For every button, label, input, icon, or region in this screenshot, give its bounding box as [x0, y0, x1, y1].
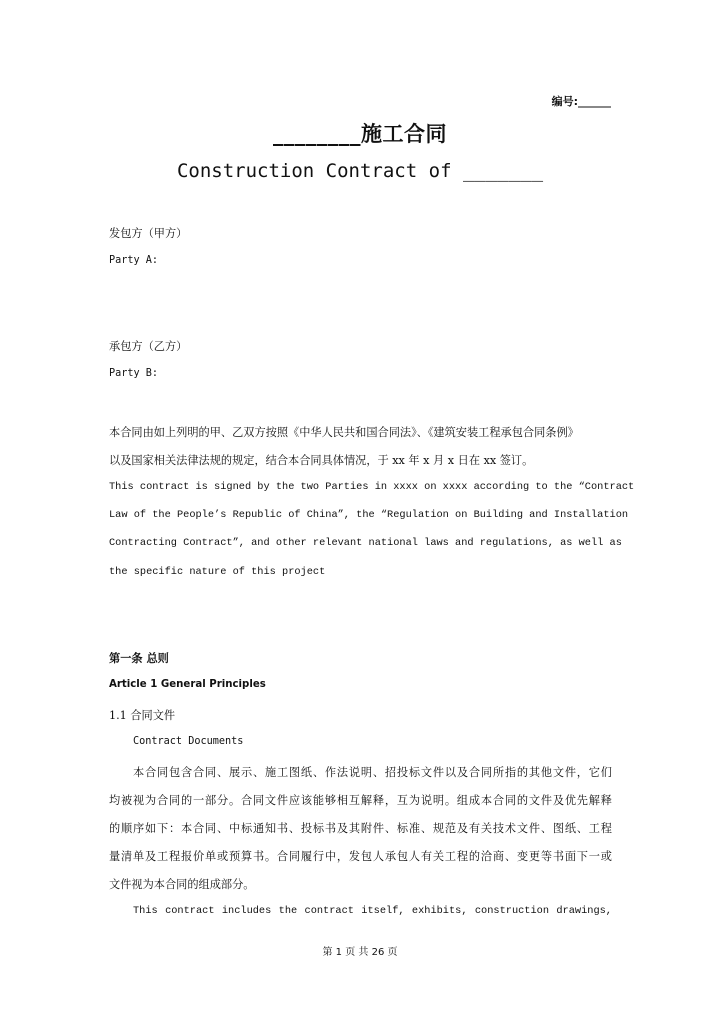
title-chinese: ________施工合同 — [273, 122, 447, 146]
article-1-heading-cn: 第一条 总则 — [109, 652, 169, 665]
preamble-en-line: This contract is signed by the two Parties in xxxx on xxxx according to the “Contract — [109, 481, 635, 493]
contract-number: 编号:______ — [551, 95, 611, 108]
preamble-en-line: the specific nature of this project — [109, 566, 326, 578]
preamble-en-line: Contracting Contract”, and other relevant national laws and regulations, as well as — [109, 537, 622, 549]
section-1-1-title-en: Contract Documents — [133, 736, 244, 747]
article-paragraph-cn-line: 本合同包含合同、展示、施工图纸、作法说明、招投标文件以及合同所指的其他文件，它们 — [133, 766, 612, 779]
article-paragraph-cn-line: 文件视为本合同的组成部分。 — [109, 878, 255, 891]
article-paragraph-cn-line: 量清单及工程报价单或预算书。合同履行中，发包人承包人有关工程的洽商、变更等书面下一或 — [109, 850, 612, 863]
section-1-1-title-cn: 1.1 合同文件 — [109, 709, 176, 722]
article-paragraph-cn-line: 均被视为合同的一部分。合同文件应该能够相互解释，互为说明。组成本合同的文件及优先解释 — [109, 794, 612, 807]
party-a-label-en: Party A: — [109, 255, 159, 266]
party-b-label-en: Party B: — [109, 368, 159, 379]
article-paragraph-en-line: This contract includes the contract itself, exhibits, construction drawings, — [133, 905, 612, 917]
preamble-cn-line: 以及国家相关法律法规的规定，结合本合同具体情况，于 xx 年 x 月 x 日在 xx 签订。 — [109, 454, 534, 467]
party-a-label-cn: 发包方（甲方） — [109, 227, 188, 240]
article-1-heading-en: Article 1 General Principles — [109, 679, 266, 690]
article-paragraph-cn-line: 的顺序如下：本合同、中标通知书、投标书及其附件、标准、规范及有关技术文件、图纸、工程 — [109, 822, 612, 835]
preamble-en-line: Law of the People’s Republic of China”, the “Regulation on Building and Installation — [109, 509, 629, 521]
preamble-cn-line: 本合同由如上列明的甲、乙双方按照《中华人民共和国合同法》、《建筑安装工程承包合同条例》 — [109, 426, 579, 439]
party-b-label-cn: 承包方（乙方） — [109, 340, 188, 353]
title-english: Construction Contract of _______ — [176, 160, 544, 182]
page-number-footer: 第 1 页 共 26 页 — [322, 947, 398, 958]
